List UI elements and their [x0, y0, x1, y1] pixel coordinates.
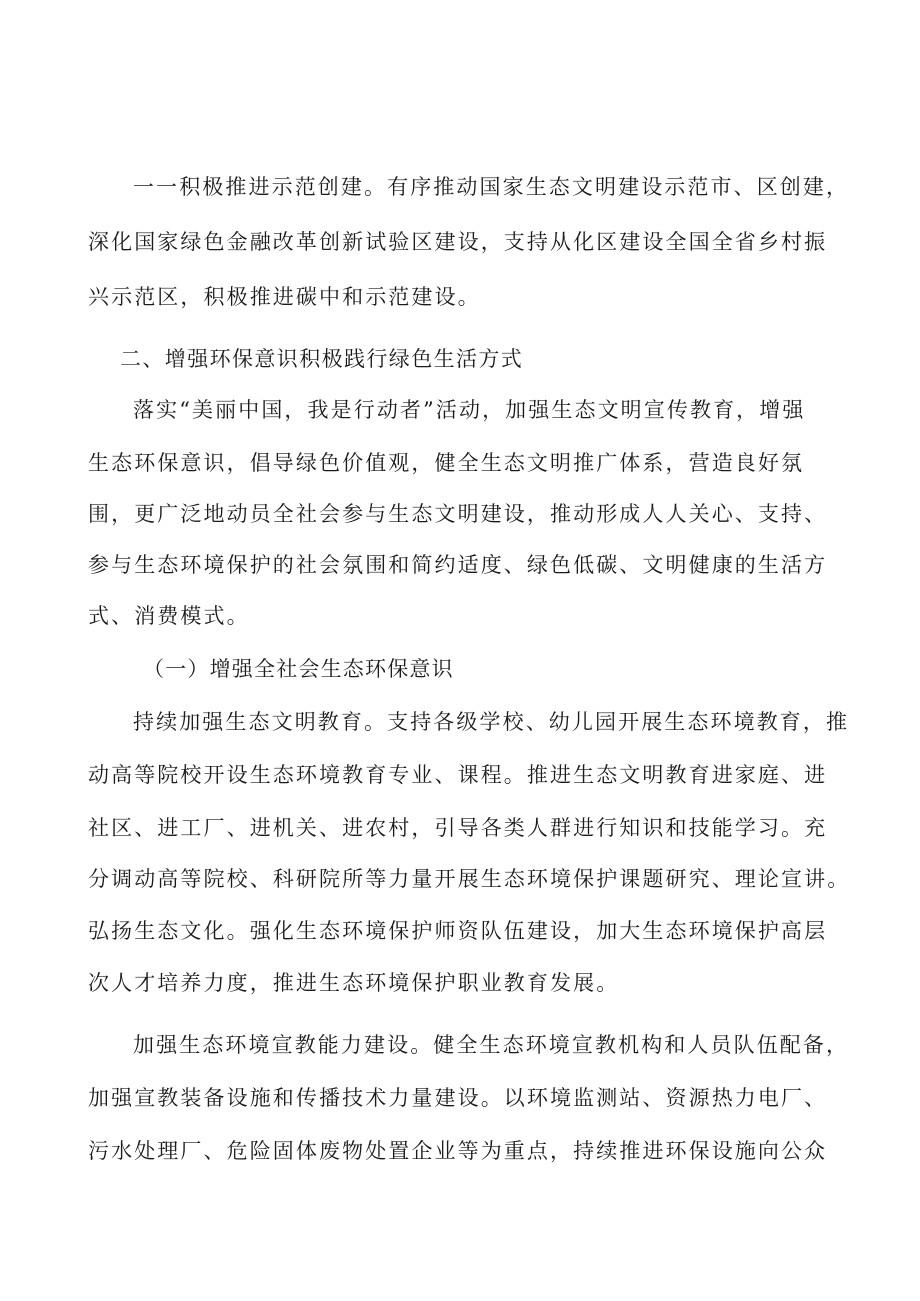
section-heading-2: 二、增强环保意识积极践行绿色生活方式: [120, 347, 524, 371]
para3-line-5: 弘扬生态文化。强化生态环境保护师资队伍建设，加大生态环境保护高层: [88, 919, 828, 943]
para4-line-2: 加强宣教装备设施和传播技术力量建设。以环境监测站、资源热力电厂、: [88, 1086, 828, 1110]
para3-line-3: 社区、进工厂、进机关、进农村，引导各类人群进行知识和技能学习。充: [88, 816, 828, 840]
para2-line-1: 落实“美丽中国，我是行动者”活动，加强生态文明宣传教育，增强: [133, 398, 806, 422]
para3-line-6: 次人才培养力度，推进生态环境保护职业教育发展。: [88, 971, 620, 995]
para1-line-2: 深化国家绿色金融改革创新试验区建设，支持从化区建设全国全省乡村振: [88, 230, 828, 254]
para2-line-2: 生态环保意识，倡导绿色价值观，健全生态文明推广体系，营造良好氛: [88, 451, 805, 475]
subheading-1: （一）增强全社会生态环保意识: [143, 657, 454, 681]
para3-line-1: 持续加强生态文明教育。支持各级学校、幼儿园开展生态环境教育，推: [133, 710, 850, 734]
para3-line-2: 动高等院校开设生态环境教育专业、课程。推进生态文明教育进家庭、进: [88, 763, 828, 787]
para3-line-4: 分调动高等院校、科研院所等力量开展生态环境保护课题研究、理论宣讲。: [88, 867, 851, 891]
para4-line-3: 污水处理厂、危险固体废物处置企业等为重点，持续推进环保设施向公众: [88, 1139, 828, 1163]
para2-line-3: 围，更广泛地动员全社会参与生态文明建设，推动形成人人关心、支持、: [88, 502, 828, 526]
para1-line-3: 兴示范区，积极推进碳中和示范建设。: [88, 285, 481, 309]
para2-line-4: 参与生态环境保护的社会氛围和简约适度、绿色低碳、文明健康的生活方: [88, 553, 828, 577]
para2-line-5: 式、消费模式。: [88, 604, 250, 628]
para4-line-1: 加强生态环境宣教能力建设。健全生态环境宣教机构和人员队伍配备，: [133, 1033, 850, 1057]
para1-line-1: 一一积极推进示范创建。有序推动国家生态文明建设示范市、区创建，: [133, 175, 850, 199]
